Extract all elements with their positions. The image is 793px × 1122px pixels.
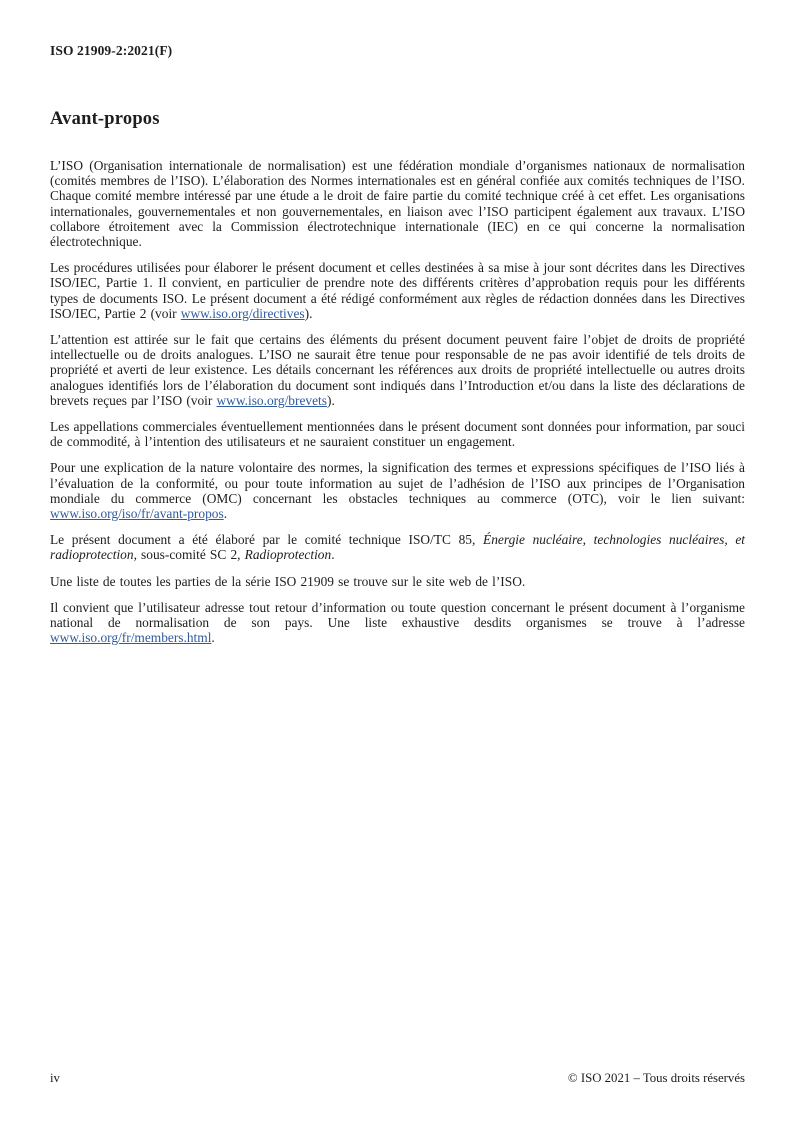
page-number: iv: [50, 1071, 60, 1085]
paragraph: [50, 158, 745, 249]
hyperlink[interactable]: www.iso.org/iso/fr/avant-propos: [50, 506, 224, 522]
text-run: .: [223, 506, 228, 522]
paragraph: [50, 419, 745, 449]
hyperlink[interactable]: www.iso.org/directives: [180, 305, 305, 321]
paragraph: [50, 600, 745, 646]
body-paragraphs: [50, 158, 745, 645]
text-run: Une liste de toutes les parties de la série ISO 21909 se trouve sur le site web de l’ISO.: [50, 573, 526, 589]
hyperlink[interactable]: www.iso.org/fr/members.html: [50, 630, 212, 646]
paragraph: [50, 460, 745, 521]
text-run: ).: [326, 392, 335, 408]
text-run: Pour une explication de la nature volontaire des normes, la signification des termes et expressions spécifiques de l’ISO liés à l’évaluation de la conformité, ou pour toute information au sujet de l’adhésion de l’ISO aux principes de l’Organisation mondiale du commerce (OMC) concernant les obstacles techniques au commerce (OTC), voir le lien suivant:: [50, 460, 745, 506]
text-run: ).: [304, 305, 313, 321]
italic-text: Radioprotection: [244, 547, 332, 563]
paragraph: [50, 260, 745, 321]
text-run: .: [331, 547, 335, 563]
paragraph: [50, 532, 745, 562]
doc-reference: ISO 21909-2:2021(F): [50, 43, 173, 58]
text-run: Les procédures utilisées pour élaborer le présent document et celles destinées à sa mise à jour sont décrites dans les Directives ISO/IEC, Partie 1. Il convient, en particulier de prendre note des différents critères d’approbation requis pour les différents types de documents ISO. Le présent document a été rédigé conformément aux règles de rédaction données dans les Directives ISO/IEC, Partie 2 (voir: [50, 260, 745, 321]
text-run: , sous-comité SC 2,: [133, 547, 245, 563]
paragraph: [50, 574, 745, 589]
text-run: L’attention est attirée sur le fait que certains des éléments du présent document peuvent faire l’objet de droits de propriété intellectuelle ou de droits analogues. L’ISO ne saurait être tenue pour responsable de ne pas avoir identifié de tels droits de propriété et averti de leur existence. Les détails concernant les références aux droits de propriété intellectuelle ou autres droits analogues identifiés lors de l’élaboration du document sont indiqués dans l’Introduction et/ou dans la liste des déclarations de brevets reçues par l’ISO (voir: [50, 332, 745, 408]
hyperlink[interactable]: www.iso.org/brevets: [216, 392, 327, 408]
italic-text: Énergie nucléaire, technologies nucléaires, et radioprotection: [50, 532, 746, 563]
text-run: Il convient que l’utilisateur adresse tout retour d’information ou toute question concernant le présent document à l’organisme national de normalisation de son pays. Une liste exhaustive desdits organismes se trouve à l’adresse: [50, 599, 745, 631]
paragraph: [50, 332, 745, 408]
text-run: .: [211, 630, 215, 646]
text-run: Le présent document a été élaboré par le comité technique ISO/TC 85,: [50, 532, 484, 548]
text-run: Les appellations commerciales éventuellement mentionnées dans le présent document sont données pour information, par souci de commodité, à l’intention des utilisateurs et ne sauraient constituer un engagement.: [50, 419, 745, 450]
text-run: L’ISO (Organisation internationale de normalisation) est une fédération mondiale d’organismes nationaux de normalisation (comités membres de l’ISO). L’élaboration des Normes internationales est en général confiée aux comités techniques de l’ISO. Chaque comité membre intéressé par une étude a le droit de faire partie du comité technique créé à cet effet. Les organisations internationales, gouvernementales et non gouvernementales, en liaison avec l’ISO participent également aux travaux. L’ISO collabore étroitement avec la Commission électrotechnique internationale (IEC) en ce qui concerne la normalisation électrotechnique.: [50, 158, 745, 250]
page-title: Avant-propos: [50, 109, 160, 129]
copyright-notice: © ISO 2021 – Tous droits réservés: [567, 1071, 745, 1085]
page-footer: [50, 1071, 745, 1086]
